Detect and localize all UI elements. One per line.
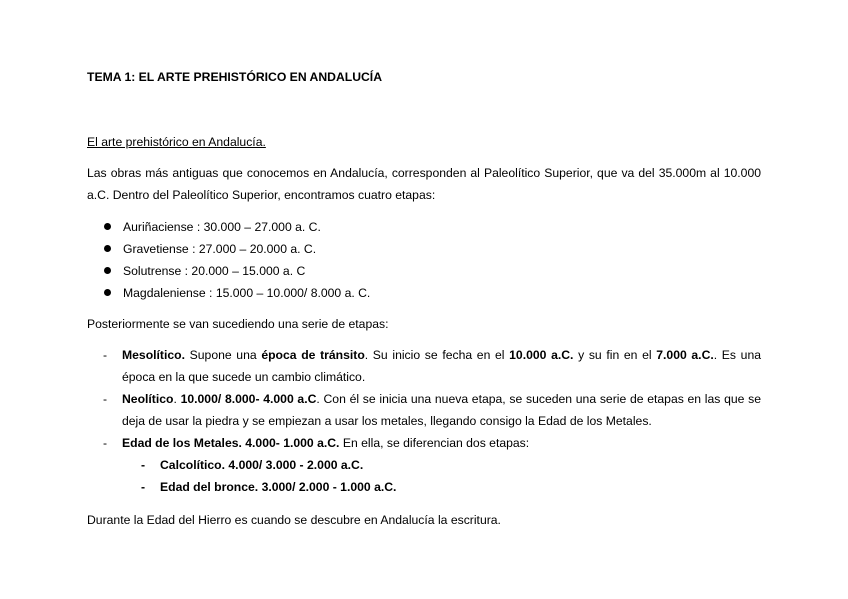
bold-fragment: 7.000 a.C. — [656, 348, 714, 362]
bullet-icon — [104, 245, 111, 252]
dash-marker: - — [141, 480, 146, 494]
bold-fragment: época de tránsito — [261, 348, 365, 362]
dash-marker: - — [103, 392, 108, 406]
list-item-neolitico — [87, 388, 761, 432]
text-fragment: . Es una época en la que sucede un cambio climático. — [122, 348, 762, 384]
stage-text: Magdaleniense : 15.000 – 10.000/ 8.000 a. C. — [123, 286, 371, 300]
list-item — [122, 476, 761, 498]
section-heading: El arte prehistórico en Andalucía. — [87, 135, 266, 149]
list-item — [87, 216, 370, 238]
stage-text: Gravetiense : 27.000 – 20.000 a. C. — [123, 242, 317, 256]
stage-name: Neolítico — [122, 392, 174, 406]
stage-name: Mesolítico. — [122, 348, 185, 362]
text-fragment: . — [173, 392, 181, 406]
document-title: TEMA 1: EL ARTE PREHISTÓRICO EN ANDALUCÍA — [87, 70, 382, 84]
text-fragment: En ella, se diferencian dos etapas: — [339, 436, 530, 450]
text-fragment: . Su inicio se fecha en el — [364, 348, 510, 362]
bold-fragment: 10.000/ 8.000- 4.000 a.C — [180, 392, 317, 406]
dash-marker: - — [141, 458, 146, 472]
dash-marker: - — [103, 436, 108, 450]
sub-stage-text: Edad del bronce. 3.000/ 2.000 - 1.000 a.C. — [160, 480, 397, 494]
stage-text: Solutrense : 20.000 – 15.000 a. C — [123, 264, 306, 278]
closing-paragraph: Durante la Edad del Hierro es cuando se descubre en Andalucía la escritura. — [87, 513, 501, 527]
bullet-icon — [104, 267, 111, 274]
later-intro-paragraph: Posteriormente se van sucediendo una serie de etapas: — [87, 317, 389, 331]
metales-sublist — [122, 454, 761, 498]
dash-marker: - — [103, 348, 108, 362]
bullet-icon — [104, 223, 111, 230]
sub-stage-text: Calcolítico. 4.000/ 3.000 - 2.000 a.C. — [160, 458, 364, 472]
intro-line-2: a.C. Dentro del Paleolítico Superior, encontramos cuatro etapas: — [87, 188, 436, 202]
later-stages-list — [87, 344, 761, 498]
bullet-icon — [104, 289, 111, 296]
list-item — [87, 238, 370, 260]
stage-text: Auriñaciense : 30.000 – 27.000 a. C. — [123, 220, 321, 234]
list-item — [122, 454, 761, 476]
list-item — [87, 282, 370, 304]
bold-fragment: 10.000 a.C. — [509, 348, 574, 362]
intro-line-1: Las obras más antiguas que conocemos en Andalucía, corresponden al Paleolítico Superior, que va del 35.000m al 10.000 — [87, 166, 761, 180]
text-fragment: . Con él se inicia una nueva etapa, se suceden una serie de etapas en las que se deja de usar la piedra y se empiezan a usar los metales, llegando consigo la Edad de los Metales. — [122, 392, 761, 428]
text-fragment: y su fin en el — [573, 348, 657, 362]
stage-name: Edad de los Metales. 4.000- 1.000 a.C. — [122, 436, 340, 450]
list-item — [87, 260, 370, 282]
stages-list — [87, 216, 370, 304]
list-item-metales — [87, 432, 761, 498]
list-item-mesolitico — [87, 344, 761, 388]
intro-paragraph — [87, 162, 761, 206]
text-fragment: Supone una — [184, 348, 262, 362]
